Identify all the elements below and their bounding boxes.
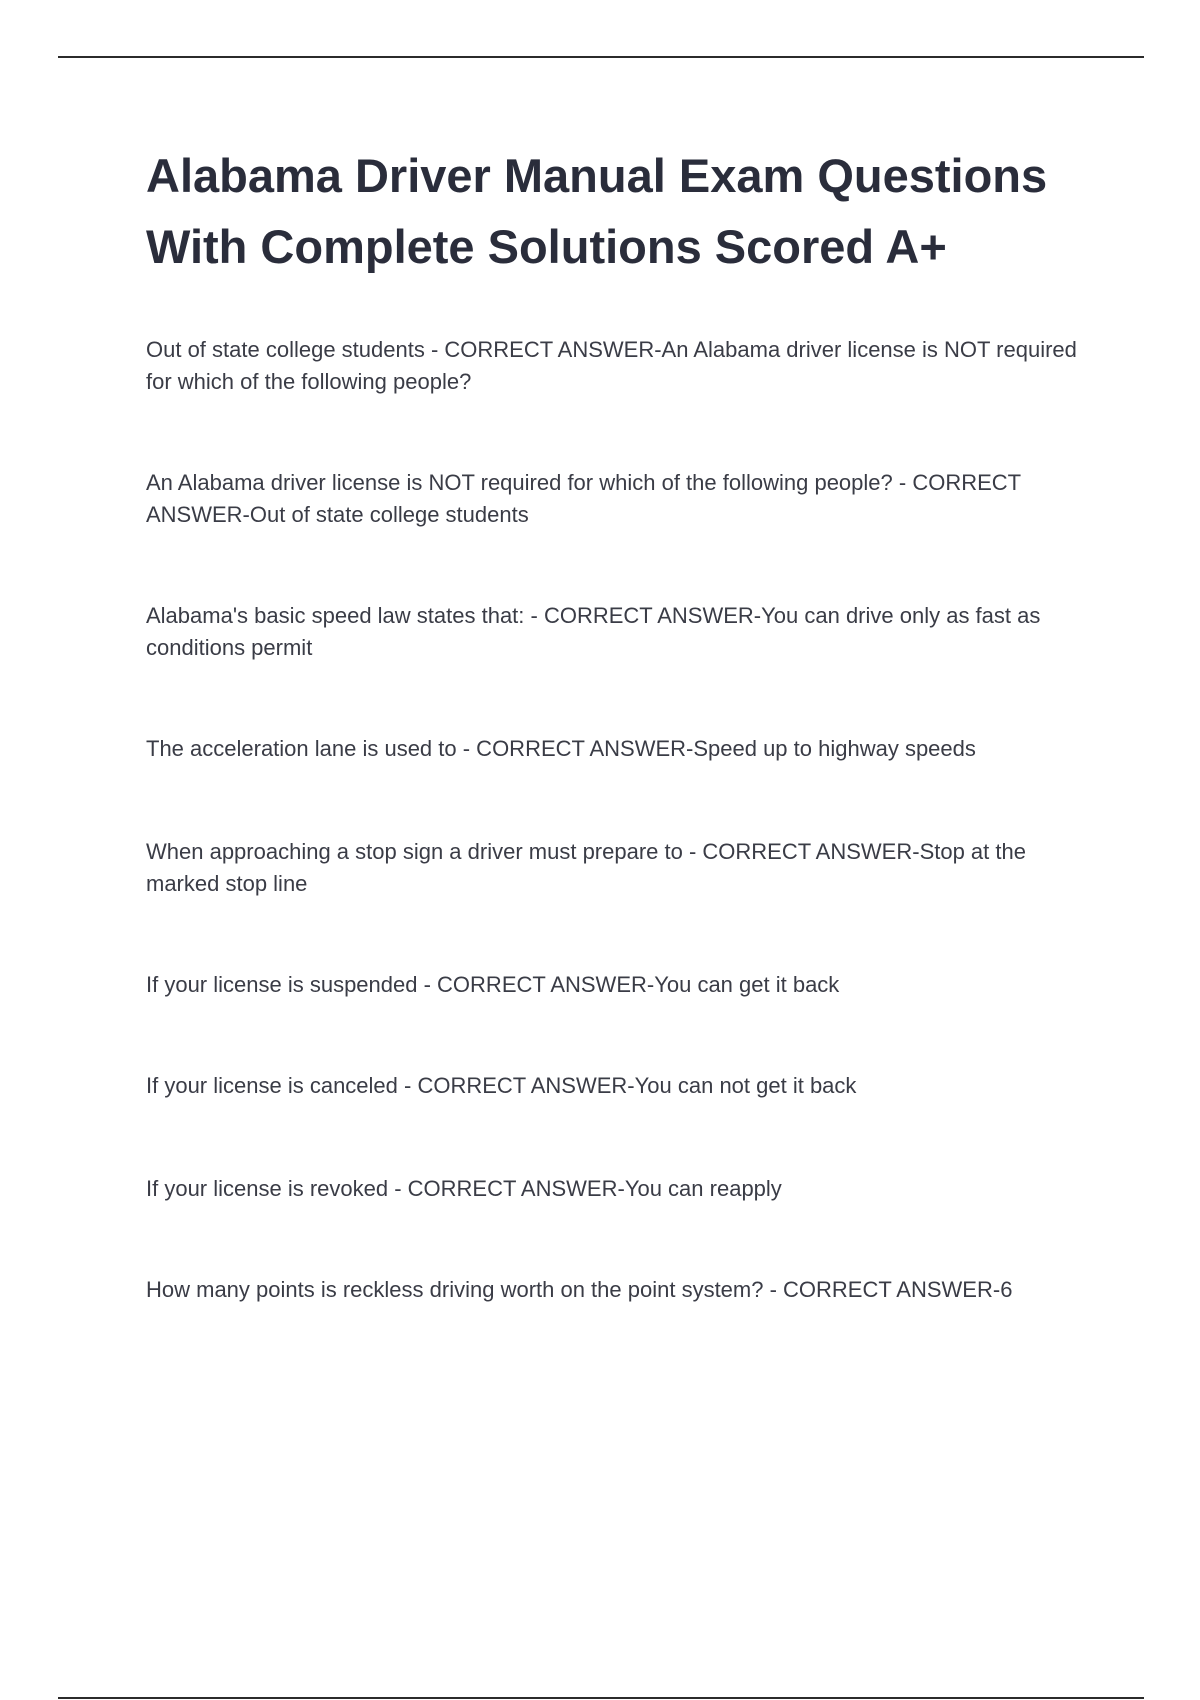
qa-item-9: How many points is reckless driving worth on the point system? - CORRECT ANSWER-6 bbox=[146, 1277, 1013, 1302]
qa-item-6: If your license is suspended - CORRECT ANSWER-You can get it back bbox=[146, 972, 840, 997]
qa-item-8: If your license is revoked - CORRECT ANSWER-You can reapply bbox=[146, 1176, 782, 1201]
header-rule bbox=[58, 56, 1144, 58]
qa-item-3: Alabama's basic speed law states that: - CORRECT ANSWER-You can drive only as fast as conditions permit bbox=[146, 603, 1041, 660]
qa-item-5: When approaching a stop sign a driver must prepare to - CORRECT ANSWER-Stop at the marked stop line bbox=[146, 839, 1026, 896]
qa-item-2: An Alabama driver license is NOT required for which of the following people? - CORRECT ANSWER-Out of state college students bbox=[146, 470, 1021, 527]
document-body bbox=[146, 140, 1096, 1302]
footer-rule bbox=[58, 1697, 1144, 1699]
document-title: Alabama Driver Manual Exam Questions With Complete Solutions Scored A+ bbox=[146, 149, 1048, 273]
qa-item-4: The acceleration lane is used to - CORRECT ANSWER-Speed up to highway speeds bbox=[146, 736, 976, 761]
qa-item-1: Out of state college students - CORRECT ANSWER-An Alabama driver license is NOT required for which of the following people? bbox=[146, 337, 1077, 394]
qa-item-7: If your license is canceled - CORRECT ANSWER-You can not get it back bbox=[146, 1073, 857, 1098]
